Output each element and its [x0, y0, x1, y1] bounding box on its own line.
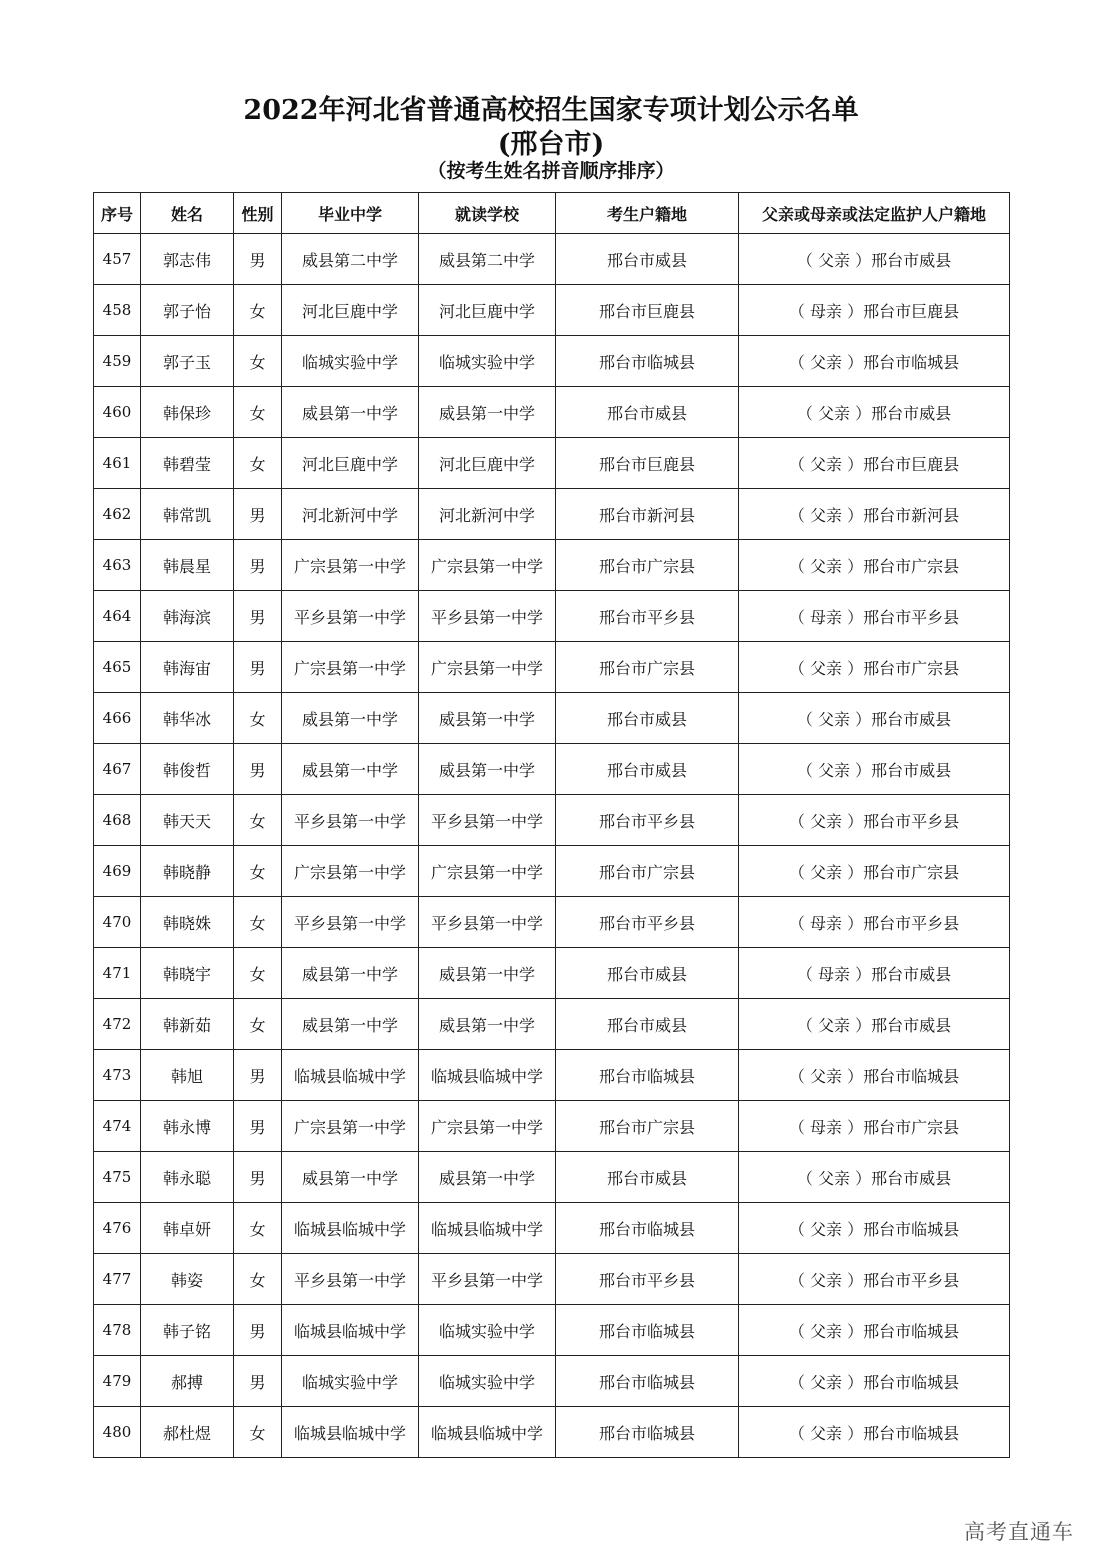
column-header: 毕业中学 — [282, 193, 419, 234]
seq-cell: 459 — [94, 336, 141, 387]
graduated-school-cell: 平乡县第一中学 — [282, 1254, 419, 1305]
current-school-cell: 威县第一中学 — [419, 387, 556, 438]
table-row — [94, 336, 1010, 387]
guardian-household-cell: （ 父亲 ）邢台市临城县 — [739, 1203, 1010, 1254]
current-school-cell: 广宗县第一中学 — [419, 540, 556, 591]
guardian-relation: 父亲 — [817, 403, 850, 423]
seq-cell: 469 — [94, 846, 141, 897]
seq-cell: 463 — [94, 540, 141, 591]
guardian-relation: 父亲 — [817, 709, 850, 729]
guardian-household-cell: （ 父亲 ）邢台市临城县 — [739, 1305, 1010, 1356]
guardian-household: 邢台市广宗县 — [863, 862, 960, 882]
candidate-household-cell: 邢台市威县 — [556, 744, 739, 795]
graduated-school-cell: 广宗县第一中学 — [282, 1101, 419, 1152]
gender-cell: 女 — [234, 948, 282, 999]
name-cell: 韩永聪 — [141, 1152, 234, 1203]
seq-cell: 472 — [94, 999, 141, 1050]
candidate-household-cell: 邢台市广宗县 — [556, 1101, 739, 1152]
seq-cell: 471 — [94, 948, 141, 999]
name-cell: 韩新茹 — [141, 999, 234, 1050]
guardian-household-cell: （ 父亲 ）邢台市广宗县 — [739, 642, 1010, 693]
page-subtitle: (邢台市) — [497, 129, 605, 160]
current-school-cell: 临城县临城中学 — [419, 1407, 556, 1458]
guardian-household-cell: （ 父亲 ）邢台市平乡县 — [739, 1254, 1010, 1305]
name-cell: 韩俊哲 — [141, 744, 234, 795]
gender-cell: 女 — [234, 999, 282, 1050]
name-cell: 韩常凯 — [141, 489, 234, 540]
guardian-relation: 父亲 — [809, 454, 842, 474]
name-cell: 郝搏 — [141, 1356, 234, 1407]
seq-cell: 468 — [94, 795, 141, 846]
gender-cell: 女 — [234, 438, 282, 489]
seq-cell: 476 — [94, 1203, 141, 1254]
name-cell: 韩海宙 — [141, 642, 234, 693]
current-school-cell: 平乡县第一中学 — [419, 1254, 556, 1305]
gender-cell: 女 — [234, 1254, 282, 1305]
name-cell: 韩保珍 — [141, 387, 234, 438]
name-cell: 韩海滨 — [141, 591, 234, 642]
candidate-household-cell: 邢台市威县 — [556, 948, 739, 999]
guardian-relation: 父亲 — [817, 1168, 850, 1188]
candidate-household-cell: 邢台市巨鹿县 — [556, 438, 739, 489]
seq-cell: 467 — [94, 744, 141, 795]
seq-cell: 465 — [94, 642, 141, 693]
current-school-cell: 威县第一中学 — [419, 693, 556, 744]
current-school-cell: 临城实验中学 — [419, 336, 556, 387]
guardian-household-cell: （ 父亲 ）邢台市广宗县 — [739, 540, 1010, 591]
gender-cell: 男 — [234, 1152, 282, 1203]
graduated-school-cell: 威县第二中学 — [282, 234, 419, 285]
page-title: 2022年河北省普通高校招生国家专项计划公示名单 — [243, 95, 859, 126]
guardian-household-cell: （ 父亲 ）邢台市临城县 — [739, 336, 1010, 387]
graduated-school-cell: 临城实验中学 — [282, 336, 419, 387]
candidate-household-cell: 邢台市平乡县 — [556, 795, 739, 846]
name-cell: 韩旭 — [141, 1050, 234, 1101]
graduated-school-cell: 临城县临城中学 — [282, 1305, 419, 1356]
gender-cell: 女 — [234, 897, 282, 948]
current-school-cell: 临城实验中学 — [419, 1356, 556, 1407]
table-row — [94, 1203, 1010, 1254]
name-cell: 郭子怡 — [141, 285, 234, 336]
guardian-household-cell: （ 父亲 ）邢台市临城县 — [739, 1407, 1010, 1458]
guardian-household-cell: （ 母亲 ）邢台市巨鹿县 — [739, 285, 1010, 336]
column-header: 序号 — [94, 193, 141, 234]
guardian-household-cell: （ 母亲 ）邢台市威县 — [739, 948, 1010, 999]
guardian-household-cell: （ 父亲 ）邢台市威县 — [739, 1152, 1010, 1203]
gender-cell: 女 — [234, 693, 282, 744]
name-cell: 郝杜煜 — [141, 1407, 234, 1458]
gender-cell: 男 — [234, 1050, 282, 1101]
gender-cell: 男 — [234, 642, 282, 693]
table-row — [94, 438, 1010, 489]
current-school-cell: 河北新河中学 — [419, 489, 556, 540]
graduated-school-cell: 威县第一中学 — [282, 693, 419, 744]
gender-cell: 男 — [234, 489, 282, 540]
column-header: 姓名 — [141, 193, 234, 234]
guardian-household-cell: （ 父亲 ）邢台市广宗县 — [739, 846, 1010, 897]
graduated-school-cell: 威县第一中学 — [282, 999, 419, 1050]
guardian-relation: 父亲 — [809, 1066, 842, 1086]
table-row — [94, 1254, 1010, 1305]
guardian-household: 邢台市威县 — [871, 760, 952, 780]
candidate-household-cell: 邢台市威县 — [556, 999, 739, 1050]
candidate-table — [93, 192, 1010, 1458]
table-row — [94, 540, 1010, 591]
guardian-household-cell: （ 父亲 ）邢台市临城县 — [739, 1050, 1010, 1101]
graduated-school-cell: 临城实验中学 — [282, 1356, 419, 1407]
guardian-household: 邢台市威县 — [871, 250, 952, 270]
guardian-household: 邢台市广宗县 — [863, 1117, 960, 1137]
seq-cell: 464 — [94, 591, 141, 642]
candidate-household-cell: 邢台市巨鹿县 — [556, 285, 739, 336]
name-cell: 韩晓宇 — [141, 948, 234, 999]
table-row — [94, 1305, 1010, 1356]
guardian-relation: 母亲 — [809, 913, 842, 933]
column-header: 考生户籍地 — [556, 193, 739, 234]
guardian-household: 邢台市广宗县 — [863, 658, 960, 678]
guardian-household: 邢台市威县 — [871, 709, 952, 729]
graduated-school-cell: 威县第一中学 — [282, 1152, 419, 1203]
table-row — [94, 642, 1010, 693]
current-school-cell: 威县第一中学 — [419, 1152, 556, 1203]
seq-cell: 473 — [94, 1050, 141, 1101]
candidate-household-cell: 邢台市临城县 — [556, 1305, 739, 1356]
gender-cell: 女 — [234, 1203, 282, 1254]
guardian-relation: 母亲 — [809, 1117, 842, 1137]
name-cell: 郭子玉 — [141, 336, 234, 387]
table-row — [94, 285, 1010, 336]
current-school-cell: 平乡县第一中学 — [419, 897, 556, 948]
seq-cell: 460 — [94, 387, 141, 438]
guardian-household: 邢台市临城县 — [863, 1219, 960, 1239]
candidate-household-cell: 邢台市威县 — [556, 387, 739, 438]
column-header: 就读学校 — [419, 193, 556, 234]
guardian-household-cell: （ 父亲 ）邢台市威县 — [739, 234, 1010, 285]
graduated-school-cell: 广宗县第一中学 — [282, 846, 419, 897]
guardian-household: 邢台市临城县 — [863, 1372, 960, 1392]
guardian-household-cell: （ 父亲 ）邢台市临城县 — [739, 1356, 1010, 1407]
current-school-cell: 临城县临城中学 — [419, 1203, 556, 1254]
name-cell: 韩晓姝 — [141, 897, 234, 948]
graduated-school-cell: 河北巨鹿中学 — [282, 438, 419, 489]
guardian-relation: 父亲 — [809, 1270, 842, 1290]
guardian-relation: 母亲 — [817, 964, 850, 984]
guardian-household: 邢台市新河县 — [863, 505, 960, 525]
gender-cell: 女 — [234, 336, 282, 387]
name-cell: 韩永博 — [141, 1101, 234, 1152]
guardian-relation: 父亲 — [809, 811, 842, 831]
seq-cell: 477 — [94, 1254, 141, 1305]
name-cell: 韩晓静 — [141, 846, 234, 897]
current-school-cell: 威县第一中学 — [419, 948, 556, 999]
table-row — [94, 948, 1010, 999]
guardian-household: 邢台市临城县 — [863, 1321, 960, 1341]
guardian-household-cell: （ 父亲 ）邢台市威县 — [739, 999, 1010, 1050]
guardian-household-cell: （ 父亲 ）邢台市新河县 — [739, 489, 1010, 540]
name-cell: 郭志伟 — [141, 234, 234, 285]
table-row — [94, 387, 1010, 438]
guardian-household: 邢台市平乡县 — [863, 1270, 960, 1290]
guardian-household: 邢台市临城县 — [863, 1066, 960, 1086]
table-row — [94, 693, 1010, 744]
gender-cell: 男 — [234, 744, 282, 795]
seq-cell: 461 — [94, 438, 141, 489]
candidate-household-cell: 邢台市广宗县 — [556, 642, 739, 693]
table-row — [94, 1050, 1010, 1101]
guardian-household: 邢台市威县 — [871, 403, 952, 423]
gender-cell: 男 — [234, 1101, 282, 1152]
guardian-household: 邢台市威县 — [871, 1015, 952, 1035]
guardian-relation: 父亲 — [809, 658, 842, 678]
candidate-household-cell: 邢台市临城县 — [556, 1203, 739, 1254]
current-school-cell: 平乡县第一中学 — [419, 591, 556, 642]
guardian-household: 邢台市临城县 — [863, 1423, 960, 1443]
guardian-relation: 父亲 — [817, 1015, 850, 1035]
graduated-school-cell: 临城县临城中学 — [282, 1203, 419, 1254]
candidate-household-cell: 邢台市临城县 — [556, 1407, 739, 1458]
current-school-cell: 广宗县第一中学 — [419, 1101, 556, 1152]
current-school-cell: 威县第二中学 — [419, 234, 556, 285]
guardian-household-cell: （ 父亲 ）邢台市巨鹿县 — [739, 438, 1010, 489]
gender-cell: 男 — [234, 234, 282, 285]
name-cell: 韩晨星 — [141, 540, 234, 591]
gender-cell: 男 — [234, 1356, 282, 1407]
candidate-household-cell: 邢台市临城县 — [556, 1050, 739, 1101]
table-row — [94, 999, 1010, 1050]
guardian-household: 邢台市平乡县 — [863, 607, 960, 627]
gender-cell: 女 — [234, 387, 282, 438]
table-row — [94, 1152, 1010, 1203]
table-row — [94, 489, 1010, 540]
graduated-school-cell: 平乡县第一中学 — [282, 591, 419, 642]
guardian-relation: 父亲 — [817, 250, 850, 270]
current-school-cell: 威县第一中学 — [419, 999, 556, 1050]
guardian-household-cell: （ 父亲 ）邢台市威县 — [739, 744, 1010, 795]
seq-cell: 474 — [94, 1101, 141, 1152]
seq-cell: 457 — [94, 234, 141, 285]
guardian-household: 邢台市临城县 — [863, 352, 960, 372]
watermark: 高考直通车 — [964, 1520, 1074, 1544]
name-cell: 韩华冰 — [141, 693, 234, 744]
table-body — [94, 234, 1010, 1458]
table-row — [94, 846, 1010, 897]
graduated-school-cell: 平乡县第一中学 — [282, 795, 419, 846]
graduated-school-cell: 广宗县第一中学 — [282, 642, 419, 693]
guardian-household: 邢台市平乡县 — [863, 913, 960, 933]
gender-cell: 女 — [234, 1407, 282, 1458]
seq-cell: 475 — [94, 1152, 141, 1203]
gender-cell: 男 — [234, 591, 282, 642]
guardian-relation: 父亲 — [809, 556, 842, 576]
gender-cell: 男 — [234, 1305, 282, 1356]
graduated-school-cell: 河北新河中学 — [282, 489, 419, 540]
guardian-relation: 父亲 — [809, 505, 842, 525]
guardian-household-cell: （ 母亲 ）邢台市平乡县 — [739, 591, 1010, 642]
table-row — [94, 897, 1010, 948]
guardian-household: 邢台市巨鹿县 — [863, 454, 960, 474]
seq-cell: 480 — [94, 1407, 141, 1458]
gender-cell: 女 — [234, 285, 282, 336]
guardian-household: 邢台市威县 — [871, 1168, 952, 1188]
name-cell: 韩姿 — [141, 1254, 234, 1305]
current-school-cell: 威县第一中学 — [419, 744, 556, 795]
gender-cell: 女 — [234, 795, 282, 846]
table-row — [94, 1407, 1010, 1458]
guardian-household-cell: （ 父亲 ）邢台市平乡县 — [739, 795, 1010, 846]
table-row — [94, 234, 1010, 285]
candidate-household-cell: 邢台市广宗县 — [556, 846, 739, 897]
guardian-relation: 父亲 — [809, 352, 842, 372]
table-row — [94, 795, 1010, 846]
current-school-cell: 广宗县第一中学 — [419, 642, 556, 693]
guardian-household-cell: （ 母亲 ）邢台市平乡县 — [739, 897, 1010, 948]
graduated-school-cell: 临城县临城中学 — [282, 1050, 419, 1101]
name-cell: 韩天天 — [141, 795, 234, 846]
candidate-household-cell: 邢台市广宗县 — [556, 540, 739, 591]
current-school-cell: 临城实验中学 — [419, 1305, 556, 1356]
table-row — [94, 744, 1010, 795]
gender-cell: 女 — [234, 846, 282, 897]
seq-cell: 458 — [94, 285, 141, 336]
current-school-cell: 河北巨鹿中学 — [419, 438, 556, 489]
current-school-cell: 广宗县第一中学 — [419, 846, 556, 897]
guardian-relation: 父亲 — [809, 1423, 842, 1443]
guardian-household: 邢台市广宗县 — [863, 556, 960, 576]
graduated-school-cell: 威县第一中学 — [282, 948, 419, 999]
guardian-relation: 父亲 — [809, 1219, 842, 1239]
graduated-school-cell: 威县第一中学 — [282, 744, 419, 795]
column-header: 父亲或母亲或法定监护人户籍地 — [739, 193, 1010, 234]
candidate-household-cell: 邢台市威县 — [556, 1152, 739, 1203]
guardian-relation: 父亲 — [809, 1321, 842, 1341]
table-row — [94, 1101, 1010, 1152]
guardian-household-cell: （ 父亲 ）邢台市威县 — [739, 387, 1010, 438]
gender-cell: 男 — [234, 540, 282, 591]
guardian-household: 邢台市平乡县 — [863, 811, 960, 831]
candidate-household-cell: 邢台市平乡县 — [556, 591, 739, 642]
candidate-household-cell: 邢台市新河县 — [556, 489, 739, 540]
candidate-household-cell: 邢台市威县 — [556, 693, 739, 744]
guardian-relation: 母亲 — [809, 607, 842, 627]
current-school-cell: 临城县临城中学 — [419, 1050, 556, 1101]
table-row — [94, 591, 1010, 642]
table-header-row — [94, 193, 1010, 234]
guardian-household-cell: （ 父亲 ）邢台市威县 — [739, 693, 1010, 744]
guardian-relation: 父亲 — [817, 760, 850, 780]
candidate-household-cell: 邢台市临城县 — [556, 336, 739, 387]
sort-note: （按考生姓名拼音顺序排序） — [427, 160, 675, 182]
candidate-household-cell: 邢台市平乡县 — [556, 1254, 739, 1305]
current-school-cell: 平乡县第一中学 — [419, 795, 556, 846]
seq-cell: 478 — [94, 1305, 141, 1356]
seq-cell: 479 — [94, 1356, 141, 1407]
graduated-school-cell: 临城县临城中学 — [282, 1407, 419, 1458]
graduated-school-cell: 河北巨鹿中学 — [282, 285, 419, 336]
seq-cell: 466 — [94, 693, 141, 744]
candidate-household-cell: 邢台市平乡县 — [556, 897, 739, 948]
name-cell: 韩子铭 — [141, 1305, 234, 1356]
guardian-household-cell: （ 母亲 ）邢台市广宗县 — [739, 1101, 1010, 1152]
candidate-household-cell: 邢台市临城县 — [556, 1356, 739, 1407]
candidate-household-cell: 邢台市威县 — [556, 234, 739, 285]
name-cell: 韩卓妍 — [141, 1203, 234, 1254]
guardian-household: 邢台市巨鹿县 — [863, 301, 960, 321]
graduated-school-cell: 广宗县第一中学 — [282, 540, 419, 591]
guardian-relation: 母亲 — [809, 301, 842, 321]
guardian-relation: 父亲 — [809, 862, 842, 882]
guardian-household: 邢台市威县 — [871, 964, 952, 984]
graduated-school-cell: 平乡县第一中学 — [282, 897, 419, 948]
guardian-relation: 父亲 — [809, 1372, 842, 1392]
seq-cell: 470 — [94, 897, 141, 948]
seq-cell: 462 — [94, 489, 141, 540]
column-header: 性别 — [234, 193, 282, 234]
name-cell: 韩碧莹 — [141, 438, 234, 489]
graduated-school-cell: 威县第一中学 — [282, 387, 419, 438]
table-row — [94, 1356, 1010, 1407]
current-school-cell: 河北巨鹿中学 — [419, 285, 556, 336]
